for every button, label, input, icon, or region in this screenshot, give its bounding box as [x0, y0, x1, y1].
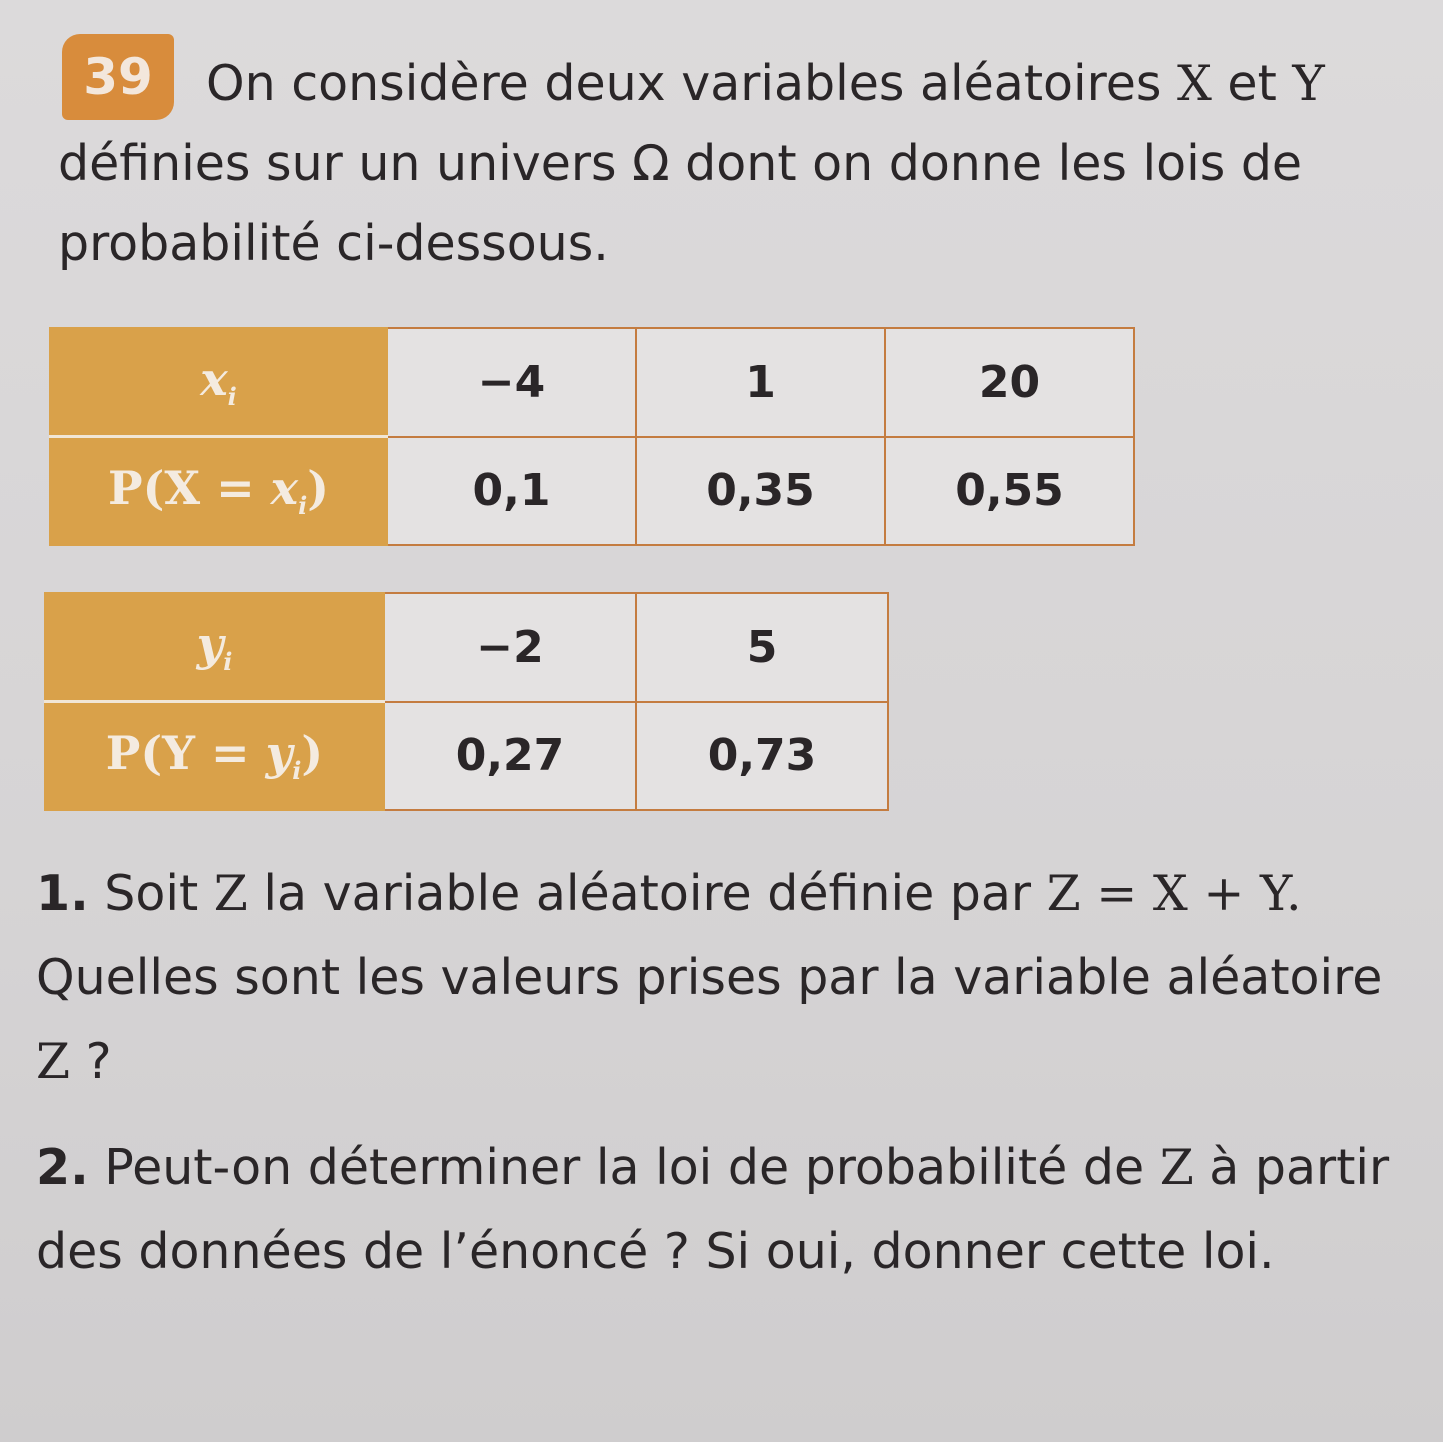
table-y-values-row: [45, 593, 888, 702]
label-py-prefix: P(Y =: [105, 726, 266, 781]
label-py-suffix: ): [301, 726, 324, 781]
intro-text-2: et: [1211, 55, 1293, 112]
table-x-row2-header: [50, 437, 387, 546]
q1-text-3: Quelles sont les valeurs prises par la variable aléatoire: [36, 949, 1383, 1006]
table-x-value-cell: 1: [636, 328, 885, 437]
exercise-intro: [58, 44, 1398, 284]
intro-text-3: définies sur un univers: [58, 135, 633, 192]
table-y-value-cell: 5: [636, 593, 888, 702]
q2-text-1: Peut-on déterminer la loi de probabilité de: [88, 1139, 1160, 1196]
question-2-number: 2.: [36, 1139, 89, 1196]
table-x-value-cell: 20: [885, 328, 1134, 437]
label-x-sub: i: [227, 382, 237, 412]
intro-var-y: Y: [1292, 55, 1325, 112]
probability-table-x: [49, 327, 1135, 546]
q2-var-z: Z: [1159, 1139, 1194, 1196]
table-x-prob-cell: 0,1: [387, 437, 636, 546]
table-y-value-cell: −2: [384, 593, 636, 702]
intro-text-4: dont on donne les lois de probabilité ci-dessous.: [58, 135, 1303, 272]
table-x-prob-cell: 0,35: [636, 437, 885, 546]
table-x-values-row: [50, 328, 1134, 437]
label-px-var: x: [270, 461, 299, 516]
label-py-sub: i: [292, 756, 302, 786]
label-y-sub: i: [223, 647, 233, 677]
table-x-prob-cell: 0,55: [885, 437, 1134, 546]
question-1-number: 1.: [36, 865, 89, 922]
q2-text-2: à partir des données de l’énoncé ? Si oui, donner cette loi.: [36, 1139, 1390, 1280]
q1-text-1: Soit: [88, 865, 214, 922]
table-y-prob-cell: 0,27: [384, 702, 636, 811]
table-y-prob-cell: 0,73: [636, 702, 888, 811]
probability-table-y: [44, 592, 889, 811]
label-py-var: y: [265, 726, 293, 781]
label-px-prefix: P(X =: [108, 461, 271, 516]
table-y-row2-header: [45, 702, 384, 811]
q1-text-2: la variable aléatoire définie par: [247, 865, 1047, 922]
label-px-suffix: ): [307, 461, 329, 516]
q1-text-4: ?: [70, 1033, 112, 1090]
table-y-row1-header: [45, 593, 384, 702]
label-x-main: x: [200, 352, 228, 407]
q1-var-z-2: Z: [36, 1033, 71, 1090]
table-x-value-cell: −4: [387, 328, 636, 437]
table-y-probs-row: [45, 702, 888, 811]
question-2: [36, 1126, 1406, 1294]
table-x-probs-row: [50, 437, 1134, 546]
table-x-row1-header: [50, 328, 387, 437]
intro-text-1: On considère deux variables aléatoires: [206, 55, 1177, 112]
q1-var-z: Z: [213, 865, 248, 922]
intro-var-x: X: [1176, 55, 1212, 112]
question-1: [36, 852, 1406, 1104]
q1-formula: Z = X + Y.: [1046, 865, 1302, 922]
label-y-main: y: [196, 617, 224, 672]
exercise-number: 39: [83, 48, 153, 106]
intro-omega: Ω: [632, 135, 670, 192]
label-px-sub: i: [298, 491, 308, 521]
